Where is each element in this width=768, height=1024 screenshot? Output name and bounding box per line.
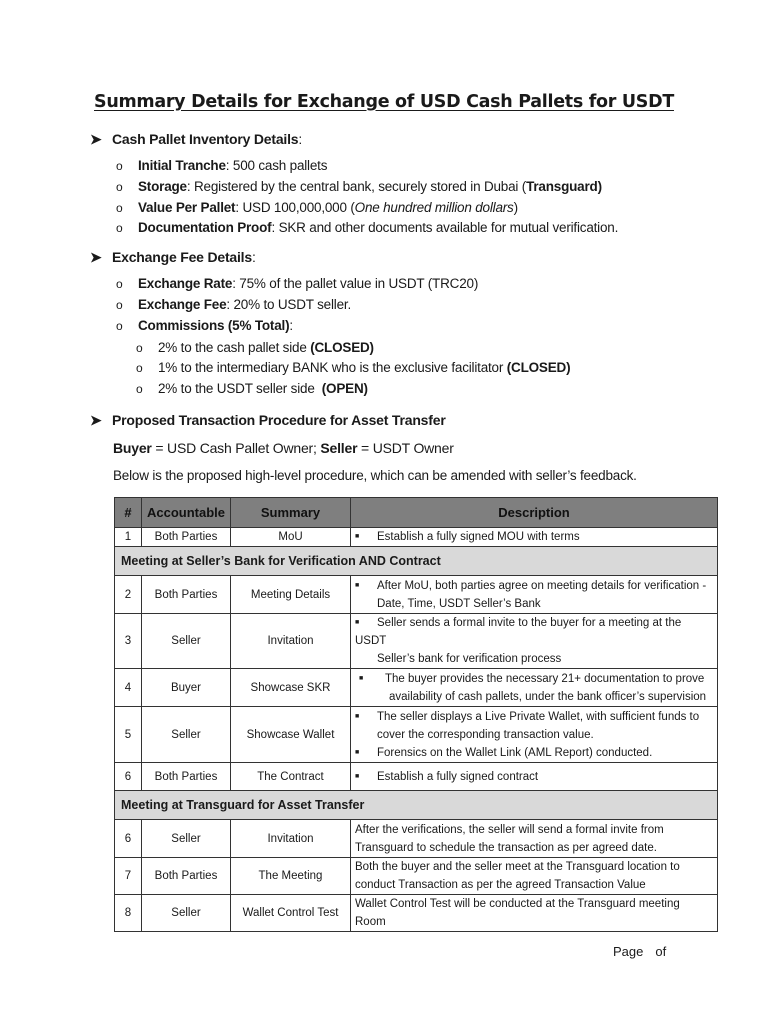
description-cell: Both the buyer and the seller meet at the Transguard location to conduct Transaction as per the agreed Transaction Value [351,858,718,895]
list-item: o Exchange Fee: 20% to USDT seller. [116,297,352,312]
description-cell: ■ The buyer provides the necessary 21+ documentation to prove availability of cash pallets, under the bank officer’s supervision [351,669,718,707]
step-number: 6 [115,820,142,858]
table-row [115,763,718,791]
description-cell: After the verifications, the seller will send a formal invite from Transguard to schedule the transaction as per agreed date. [351,820,718,858]
circle-bullet-icon: o [136,361,143,375]
table-row [115,614,718,669]
arrow-bullet-icon: ➤ [90,412,102,428]
accountable-cell: Both Parties [142,528,231,547]
table-row [115,707,718,763]
square-bullet-icon: ■ [359,674,364,682]
list-item: o Storage: Registered by the central bank, securely stored in Dubai (Transguard) [116,179,602,194]
table-row [115,669,718,707]
column-header-summary: Summary [231,498,351,528]
arrow-bullet-icon: ➤ [90,131,102,147]
circle-bullet-icon: o [116,319,123,333]
summary-cell: Invitation [231,820,351,858]
table-row [115,528,718,547]
step-number: 6 [115,763,142,791]
section-band-label: Meeting at Transguard for Asset Transfer [115,791,718,820]
accountable-cell: Seller [142,895,231,932]
section-inventory-heading: ➤ Cash Pallet Inventory Details: [90,131,303,147]
list-item: o Initial Tranche: 500 cash pallets [116,158,328,173]
table-row [115,858,718,895]
step-number: 2 [115,576,142,614]
square-bullet-icon: ■ [355,619,360,626]
circle-bullet-icon: o [116,159,123,173]
list-item: o 1% to the intermediary BANK who is the exclusive facilitator (CLOSED) [136,360,571,375]
column-header-description: Description [351,498,718,528]
table-row [115,820,718,858]
arrow-bullet-icon: ➤ [90,249,102,265]
accountable-cell: Seller [142,820,231,858]
roles-definition: Buyer = USD Cash Pallet Owner; Seller = USDT Owner [113,440,454,456]
list-item: o Value Per Pallet: USD 100,000,000 (One hundred million dollars) [116,200,518,215]
table-section-row [115,791,718,820]
section-band-label: Meeting at Seller’s Bank for Verification AND Contract [115,547,718,576]
summary-cell: Showcase SKR [231,669,351,707]
page-footer: Page of [613,944,667,959]
summary-cell: Wallet Control Test [231,895,351,932]
column-header-accountable: Accountable [142,498,231,528]
accountable-cell: Seller [142,614,231,669]
list-item: o Exchange Rate: 75% of the pallet value in USDT (TRC20) [116,276,479,291]
section-fees-heading: ➤ Exchange Fee Details: [90,249,256,265]
circle-bullet-icon: o [136,341,143,355]
summary-cell: The Meeting [231,858,351,895]
accountable-cell: Both Parties [142,576,231,614]
step-number: 1 [115,528,142,547]
accountable-cell: Seller [142,707,231,763]
square-bullet-icon: ■ [355,748,360,756]
table-section-row [115,547,718,576]
description-cell: Wallet Control Test will be conducted at the Transguard meeting Room [351,895,718,932]
description-cell: ■ Establish a fully signed MOU with terms [351,528,718,547]
square-bullet-icon: ■ [355,712,360,720]
section-procedure-heading: ➤ Proposed Transaction Procedure for Asset Transfer [90,412,446,428]
summary-cell: Invitation [231,614,351,669]
step-number: 8 [115,895,142,932]
square-bullet-icon: ■ [355,533,360,540]
summary-cell: MoU [231,528,351,547]
accountable-cell: Buyer [142,669,231,707]
circle-bullet-icon: o [116,180,123,194]
summary-cell: Meeting Details [231,576,351,614]
list-item: o 2% to the USDT seller side (OPEN) [136,381,368,396]
document-title: Summary Details for Exchange of USD Cash Pallets for USDT [94,92,674,112]
circle-bullet-icon: o [136,382,143,396]
list-item: o Commissions (5% Total): [116,318,293,333]
procedure-table [114,497,718,932]
procedure-intro: Below is the proposed high-level procedure, which can be amended with seller’s feedback. [113,468,637,483]
table-row [115,895,718,932]
table-row [115,576,718,614]
step-number: 4 [115,669,142,707]
circle-bullet-icon: o [116,298,123,312]
table-header-row [115,498,718,528]
square-bullet-icon: ■ [355,581,360,589]
circle-bullet-icon: o [116,277,123,291]
summary-cell: Showcase Wallet [231,707,351,763]
description-cell: ■ Establish a fully signed contract [351,763,718,791]
square-bullet-icon: ■ [355,772,360,780]
accountable-cell: Both Parties [142,763,231,791]
description-cell: ■ After MoU, both parties agree on meeting details for verification - Date, Time, USDT Seller’s Bank [351,576,718,614]
circle-bullet-icon: o [116,201,123,215]
step-number: 7 [115,858,142,895]
list-item: o Documentation Proof: SKR and other documents available for mutual verification. [116,220,619,235]
step-number: 5 [115,707,142,763]
step-number: 3 [115,614,142,669]
list-item: o 2% to the cash pallet side (CLOSED) [136,340,374,355]
circle-bullet-icon: o [116,221,123,235]
accountable-cell: Both Parties [142,858,231,895]
summary-cell: The Contract [231,763,351,791]
column-header-number: # [115,498,142,528]
description-cell: ■ The seller displays a Live Private Wallet, with sufficient funds to cover the corresponding transaction value. ■ Forensics on the Wallet Link (AML Report) conducted. [351,707,718,763]
description-cell: ■ Seller sends a formal invite to the buyer for a meeting at the USDT Seller’s bank for verification process [351,614,718,669]
